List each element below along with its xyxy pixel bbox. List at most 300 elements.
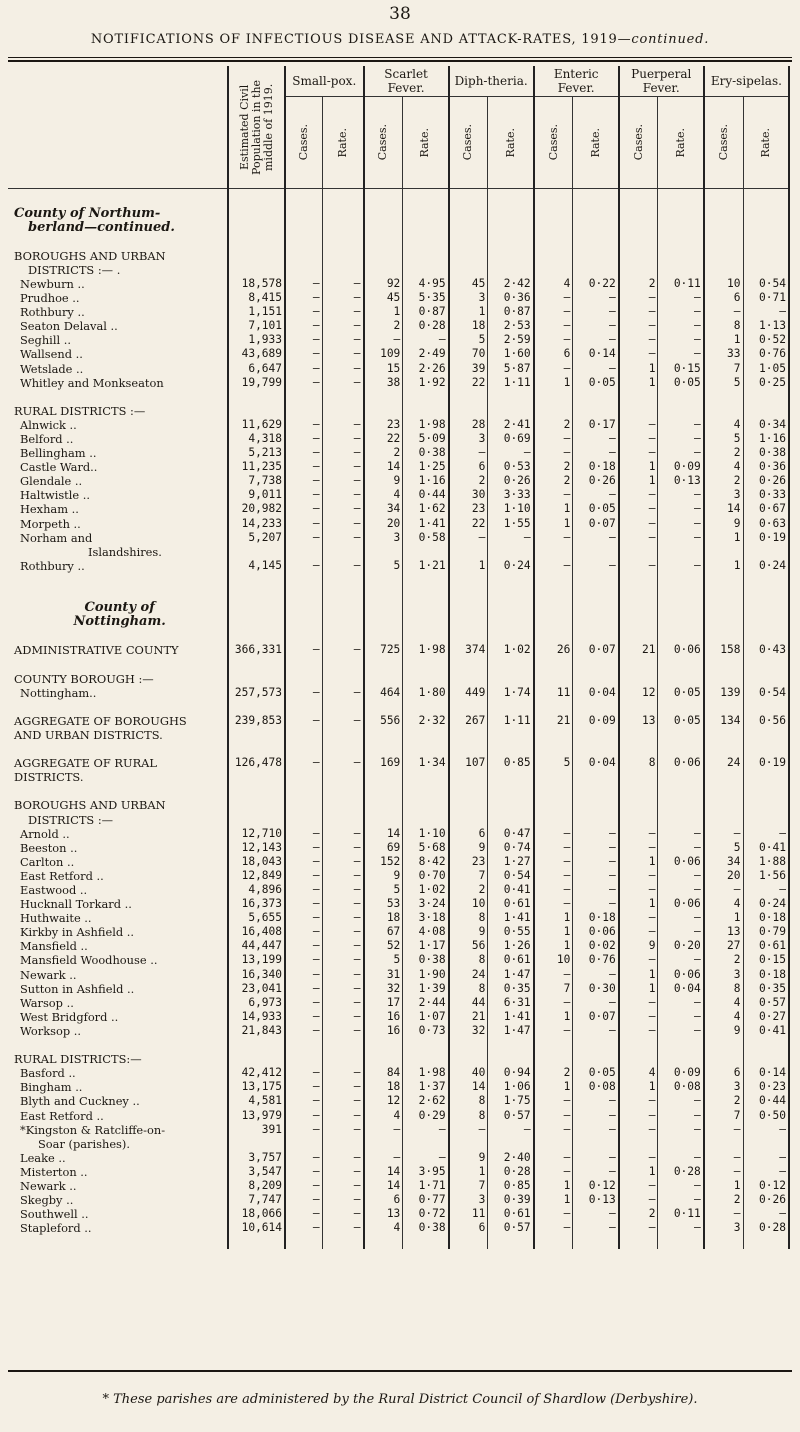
cases-cell: 4 [534, 277, 573, 291]
table-row [8, 347, 789, 361]
cases-cell: 33 [704, 347, 743, 361]
spacer-cell [488, 390, 534, 404]
rate-cell: 1·74 [488, 686, 534, 700]
rate-cell: 0·05 [658, 714, 704, 728]
cases-cell: 2 [449, 883, 488, 897]
spacer-cell [449, 545, 488, 559]
cases-cell: 6 [364, 1193, 403, 1207]
spacer-cell [488, 728, 534, 742]
spacer-cell [364, 1137, 403, 1151]
cases-label: Cases. [546, 124, 560, 161]
cases-cell: 1 [534, 1179, 573, 1193]
district-name: East Retford .. [8, 1109, 228, 1123]
cases-cell: 32 [449, 1024, 488, 1038]
rate-cell: – [322, 911, 363, 925]
rate-cell: 2·49 [403, 347, 449, 361]
population-cell: 4,318 [228, 432, 285, 446]
spacer-cell [285, 1052, 322, 1066]
spacer-cell [658, 1038, 704, 1052]
rate-cell: 3·24 [403, 897, 449, 911]
rate-cell: 0·24 [743, 897, 789, 911]
population-cell: 18,578 [228, 277, 285, 291]
spacer-cell [488, 672, 534, 686]
spacer-cell [488, 770, 534, 784]
spacer-cell [322, 672, 363, 686]
cases-cell: 1 [449, 559, 488, 573]
spacer-cell [285, 545, 322, 559]
district-name: Newburn .. [8, 277, 228, 291]
district-name: Arnold .. [8, 827, 228, 841]
spacer-cell [285, 728, 322, 742]
rate-cell: 1·75 [488, 1094, 534, 1108]
spacer-cell [403, 1137, 449, 1151]
spacer-cell [573, 1137, 619, 1151]
rate-cell: 0·11 [658, 277, 704, 291]
cases-cell: 1 [534, 925, 573, 939]
cases-cell: – [534, 1109, 573, 1123]
population-cell: 9,011 [228, 488, 285, 502]
cases-cell: 7 [449, 869, 488, 883]
rate-cell: – [658, 432, 704, 446]
spacer-cell [534, 263, 573, 277]
rate-label: Rate. [758, 127, 772, 158]
spacer-cell [619, 1235, 658, 1249]
cases-cell: 8 [449, 911, 488, 925]
spacer-cell [403, 545, 449, 559]
rate-cell: 1·16 [743, 432, 789, 446]
rate-cell: 3·18 [403, 911, 449, 925]
cases-label: Cases. [461, 124, 475, 161]
spacer-cell [8, 189, 228, 207]
spacer-cell [449, 221, 488, 235]
rate-cell: 0·12 [573, 1179, 619, 1193]
spacer-cell [658, 672, 704, 686]
top-rule [8, 57, 792, 58]
table-row [8, 827, 789, 841]
rate-cell: 4·95 [403, 277, 449, 291]
rate-cell: – [573, 446, 619, 460]
spacer-cell [449, 784, 488, 798]
cases-cell: – [285, 996, 322, 1010]
cases-cell: 11 [534, 686, 573, 700]
aggregate-row [8, 714, 789, 728]
spacer-cell [658, 221, 704, 235]
cases-cell: 34 [704, 855, 743, 869]
spacer-cell [228, 1038, 285, 1052]
spacer-cell [534, 601, 573, 615]
spacer-cell [228, 1052, 285, 1066]
district-name: Haltwistle .. [8, 488, 228, 502]
rate-cell: – [322, 1221, 363, 1235]
rate-cell: – [403, 1123, 449, 1137]
district-name: Bingham .. [8, 1080, 228, 1094]
spacer-cell [619, 189, 658, 207]
population-cell: 16,340 [228, 968, 285, 982]
population-cell: 16,373 [228, 897, 285, 911]
spacer-cell [534, 742, 573, 756]
rate-cell: 1·10 [488, 502, 534, 516]
cases-cell: – [534, 869, 573, 883]
rate-cell: 0·18 [573, 460, 619, 474]
spacer-cell [743, 658, 789, 672]
rate-cell: – [658, 1024, 704, 1038]
cases-cell: 2 [619, 1207, 658, 1221]
cases-cell: 556 [364, 714, 403, 728]
rate-cell: – [658, 502, 704, 516]
rate-cell: 0·14 [743, 1066, 789, 1080]
spacer-cell [364, 672, 403, 686]
rate-cell: – [322, 432, 363, 446]
spacer-cell [743, 390, 789, 404]
cases-cell: – [619, 953, 658, 967]
cases-cell: 1 [534, 1193, 573, 1207]
rate-cell: – [322, 502, 363, 516]
rate-cell: – [573, 488, 619, 502]
cases-cell: 267 [449, 714, 488, 728]
cases-cell: 152 [364, 855, 403, 869]
spacer-cell [534, 587, 573, 601]
spacer-cell [534, 629, 573, 643]
rate-cell: 0·08 [573, 1080, 619, 1094]
rate-cell: 0·08 [658, 1080, 704, 1094]
spacer-cell [8, 1038, 228, 1052]
rate-cell: 0·57 [488, 1221, 534, 1235]
rate-cell: 0·28 [403, 319, 449, 333]
cases-cell: 40 [449, 1066, 488, 1080]
spacer-cell [488, 573, 534, 587]
spacer-cell [322, 1038, 363, 1052]
cases-cell: 22 [364, 432, 403, 446]
spacer-cell [285, 798, 322, 812]
district-name: Nottingham.. [8, 686, 228, 700]
spacer-row [8, 629, 789, 643]
cases-cell: 5 [364, 559, 403, 573]
spacer-cell [488, 207, 534, 221]
rate-cell: 1·02 [403, 883, 449, 897]
rate-cell: 0·71 [743, 291, 789, 305]
spacer-cell [743, 784, 789, 798]
cases-cell: 134 [704, 714, 743, 728]
rate-cell: 0·94 [488, 1066, 534, 1080]
rate-cell: 0·41 [488, 883, 534, 897]
spacer-cell [403, 573, 449, 587]
spacer-cell [488, 629, 534, 643]
population-cell: 5,207 [228, 531, 285, 545]
rate-cell: 1·39 [403, 982, 449, 996]
spacer-row [8, 587, 789, 601]
row-continuation [8, 728, 789, 742]
spacer-cell [658, 700, 704, 714]
cases-cell: – [619, 502, 658, 516]
spacer-cell [534, 221, 573, 235]
group-title [8, 249, 789, 263]
cases-cell: 3 [449, 432, 488, 446]
rate-cell: 0·54 [743, 686, 789, 700]
rate-cell: – [322, 1207, 363, 1221]
cases-label: Cases. [296, 124, 310, 161]
spacer-cell [743, 263, 789, 277]
table-row [8, 1080, 789, 1094]
spacer-cell [228, 1235, 285, 1249]
spacer-cell [285, 742, 322, 756]
table-row [8, 277, 789, 291]
spacer-cell [403, 770, 449, 784]
district-name: Sutton in Ashfield .. [8, 982, 228, 996]
rate-cell: – [658, 319, 704, 333]
rate-cell: – [573, 996, 619, 1010]
header-cases [364, 97, 403, 189]
cases-cell: – [285, 347, 322, 361]
population-cell: 23,041 [228, 982, 285, 996]
spacer-cell [285, 1235, 322, 1249]
rate-cell: – [573, 362, 619, 376]
rate-label: Rate. [588, 127, 602, 158]
rate-cell: – [322, 1179, 363, 1193]
rate-cell: 0·34 [743, 418, 789, 432]
spacer-cell [449, 587, 488, 601]
rate-cell: 0·04 [658, 982, 704, 996]
spacer-cell [364, 390, 403, 404]
spacer-cell [322, 390, 363, 404]
rate-cell: 0·52 [743, 333, 789, 347]
rate-cell: 1·47 [488, 968, 534, 982]
spacer-cell [322, 207, 363, 221]
rate-cell: 0·06 [573, 925, 619, 939]
cases-cell: – [619, 841, 658, 855]
spacer-cell [704, 207, 743, 221]
cases-cell: 28 [449, 418, 488, 432]
rate-cell: – [573, 432, 619, 446]
cases-cell: 38 [364, 376, 403, 390]
cases-cell: – [534, 446, 573, 460]
cases-cell: 24 [449, 968, 488, 982]
cases-cell: – [285, 756, 322, 770]
rate-cell: – [573, 531, 619, 545]
spacer-cell [704, 672, 743, 686]
rate-cell: 1·55 [488, 517, 534, 531]
district-name: AGGREGATE OF BOROUGHS [8, 714, 228, 728]
spacer-cell [534, 615, 573, 629]
cases-cell: – [449, 446, 488, 460]
spacer-cell [285, 1137, 322, 1151]
rate-cell: – [322, 756, 363, 770]
cases-cell: – [449, 1123, 488, 1137]
rate-cell: 2·26 [403, 362, 449, 376]
rate-cell: 3·95 [403, 1165, 449, 1179]
spacer-cell [704, 263, 743, 277]
rate-cell: 0·74 [488, 841, 534, 855]
spacer-cell [619, 1052, 658, 1066]
spacer-cell [743, 221, 789, 235]
rate-cell: 0·05 [658, 686, 704, 700]
population-cell: 21,843 [228, 1024, 285, 1038]
rate-cell: 0·07 [573, 517, 619, 531]
spacer-cell [704, 784, 743, 798]
cases-cell: – [285, 1094, 322, 1108]
cases-cell: – [285, 1010, 322, 1024]
spacer-cell [488, 249, 534, 263]
spacer-cell [704, 235, 743, 249]
population-cell: 257,573 [228, 686, 285, 700]
cases-cell: – [534, 291, 573, 305]
rate-cell: 1·98 [403, 1066, 449, 1080]
spacer-cell [743, 700, 789, 714]
top-rule-thick [8, 60, 792, 62]
header-rate [573, 97, 619, 189]
county-borough-row [8, 686, 789, 700]
rate-cell: – [573, 1207, 619, 1221]
rate-cell: – [322, 446, 363, 460]
spacer-cell [573, 390, 619, 404]
cases-cell: – [704, 1207, 743, 1221]
rate-cell: 0·06 [658, 897, 704, 911]
cases-cell: – [285, 277, 322, 291]
cases-cell: – [704, 1151, 743, 1165]
spacer-cell [743, 573, 789, 587]
rate-cell: – [658, 841, 704, 855]
spacer-row [8, 700, 789, 714]
rate-cell: 0·41 [743, 1024, 789, 1038]
cases-cell: – [285, 1193, 322, 1207]
cases-cell: – [285, 1123, 322, 1137]
cases-cell: 2 [704, 1094, 743, 1108]
cases-cell: 2 [534, 418, 573, 432]
rate-cell: – [658, 559, 704, 573]
cases-cell: – [534, 996, 573, 1010]
district-name: Bellingham .. [8, 446, 228, 460]
table-row [8, 418, 789, 432]
cases-cell: 26 [534, 643, 573, 657]
spacer-cell [364, 798, 403, 812]
rate-cell: – [488, 446, 534, 460]
spacer-cell [364, 573, 403, 587]
cases-cell: 5 [704, 432, 743, 446]
spacer-cell [573, 207, 619, 221]
rate-cell: – [573, 1165, 619, 1179]
table-row [8, 1193, 789, 1207]
cases-cell: – [534, 333, 573, 347]
rate-cell: 0·63 [743, 517, 789, 531]
rate-cell: – [573, 1151, 619, 1165]
population-cell: 366,331 [228, 643, 285, 657]
rate-cell: 0·67 [743, 502, 789, 516]
spacer-cell [743, 207, 789, 221]
spacer-cell [322, 798, 363, 812]
rate-cell: 0·06 [658, 968, 704, 982]
cases-cell: – [704, 1123, 743, 1137]
cases-cell: 9 [704, 1024, 743, 1038]
cases-cell: 1 [619, 982, 658, 996]
cases-cell: – [285, 897, 322, 911]
cases-cell: 158 [704, 643, 743, 657]
cases-cell: 4 [704, 418, 743, 432]
spacer-cell [364, 658, 403, 672]
spacer-cell [488, 404, 534, 418]
rate-cell: 1·60 [488, 347, 534, 361]
spacer-cell [285, 700, 322, 714]
spacer-cell [573, 700, 619, 714]
spacer-cell [619, 770, 658, 784]
spacer-cell [228, 587, 285, 601]
row-continuation-text: DISTRICTS. [8, 770, 228, 784]
rate-cell: 1·62 [403, 502, 449, 516]
rate-cell: 0·57 [488, 1109, 534, 1123]
rate-cell: 0·54 [488, 869, 534, 883]
spacer-cell [364, 813, 403, 827]
table-row [8, 939, 789, 953]
header-enteric: Enteric Fever. [534, 66, 619, 97]
spacer-cell [573, 742, 619, 756]
population-cell: 12,710 [228, 827, 285, 841]
cases-cell: 9 [449, 841, 488, 855]
spacer-cell [285, 249, 322, 263]
rate-cell: – [322, 319, 363, 333]
cases-cell: – [285, 1207, 322, 1221]
rate-cell: 0·15 [658, 362, 704, 376]
cases-cell: – [285, 1179, 322, 1193]
cases-cell: 1 [704, 333, 743, 347]
table-row [8, 841, 789, 855]
cases-cell: 10 [534, 953, 573, 967]
cases-cell: – [285, 1066, 322, 1080]
cases-cell: 16 [364, 1024, 403, 1038]
header-erysipelas: Ery-sipelas. [704, 66, 789, 97]
population-cell: 10,614 [228, 1221, 285, 1235]
spacer-cell [364, 404, 403, 418]
rate-cell: 0·24 [743, 559, 789, 573]
rate-cell: 0·33 [743, 488, 789, 502]
cases-cell: – [704, 883, 743, 897]
rate-cell: 0·56 [743, 714, 789, 728]
cases-cell: – [619, 488, 658, 502]
table-row [8, 883, 789, 897]
spacer-cell [534, 545, 573, 559]
table-row [8, 1207, 789, 1221]
population-cell: 11,629 [228, 418, 285, 432]
spacer-cell [228, 658, 285, 672]
rate-cell: – [322, 531, 363, 545]
rate-cell: 0·43 [743, 643, 789, 657]
table-row [8, 446, 789, 460]
rate-cell: – [322, 883, 363, 897]
rate-cell: 0·19 [743, 531, 789, 545]
spacer-cell [488, 784, 534, 798]
rate-cell: 0·07 [573, 1010, 619, 1024]
cases-cell: 1 [364, 305, 403, 319]
spacer-cell [403, 235, 449, 249]
table-row [8, 1024, 789, 1038]
cases-cell: 2 [534, 474, 573, 488]
group-title-text: COUNTY BOROUGH :— [8, 672, 228, 686]
rate-cell: – [573, 333, 619, 347]
spacer-cell [704, 1038, 743, 1052]
cases-cell: 4 [364, 1221, 403, 1235]
cases-cell: 34 [364, 502, 403, 516]
cases-cell: 23 [364, 418, 403, 432]
rate-cell: – [322, 686, 363, 700]
spacer-cell [449, 728, 488, 742]
rate-cell: – [658, 925, 704, 939]
cases-cell: 84 [364, 1066, 403, 1080]
district-name: Rothbury .. [8, 559, 228, 573]
rate-cell: 0·47 [488, 827, 534, 841]
spacer-cell [704, 1235, 743, 1249]
rate-cell: – [322, 1151, 363, 1165]
cases-cell: 8 [619, 756, 658, 770]
cases-cell: 9 [364, 869, 403, 883]
cases-label: Cases. [716, 124, 730, 161]
rate-cell: 0·61 [488, 897, 534, 911]
